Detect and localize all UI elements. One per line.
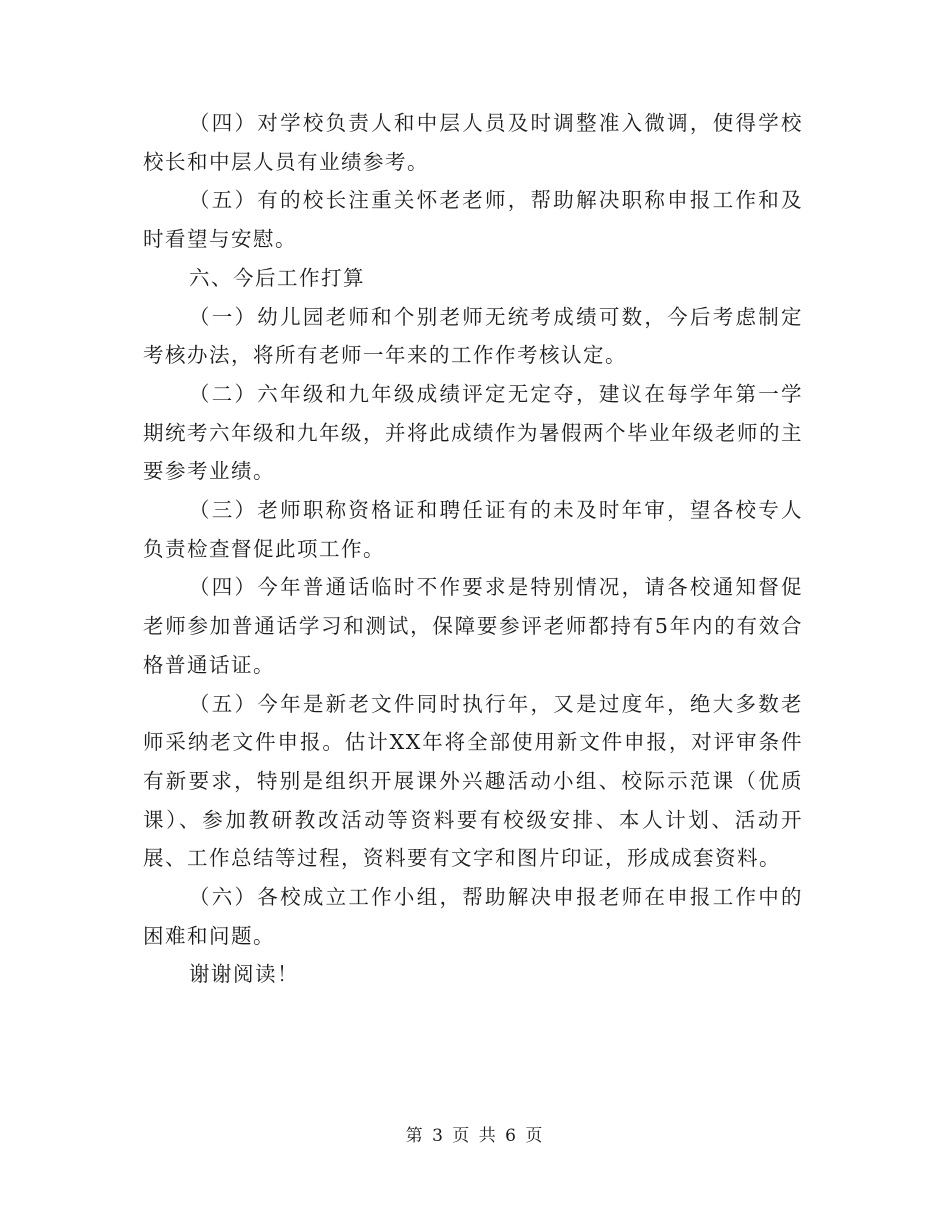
plan-item-2: （二）六年级和九年级成绩评定无定夺，建议在每学年第一学期统考六年级和九年级，并将此成绩作为暑假两个毕业年级老师的主要参考业绩。 <box>143 381 803 484</box>
plan-item-3: （三）老师职称资格证和聘任证有的未及时年审，望各校专人负责检查督促此项工作。 <box>143 498 803 561</box>
page-number-footer: 第 3 页 共 6 页 <box>405 1126 545 1146</box>
section-heading-future-plans: 六、今后工作打算 <box>189 265 365 290</box>
paragraph-5-care-for-teachers: （五）有的校长注重关怀老老师，帮助解决职称申报工作和及时看望与安慰。 <box>143 188 803 252</box>
plan-item-5: （五）今年是新老文件同时执行年，又是过度年，绝大多数老师采纳老文件申报。估计XX年将全部使用新文件申报，对评审条件有新要求，特别是组织开展课外兴趣活动小组、校际示范课（优质课）、参加教研教改活动等资料要有校级安排、本人计划、活动开展、工作总结等过程，资料要有文字和图片印证，形成成套资料。 <box>143 691 803 871</box>
paragraph-4-management-adjustment: （四）对学校负责人和中层人员及时调整准入微调，使得学校校长和中层人员有业绩参考。 <box>143 111 803 174</box>
plan-item-4: （四）今年普通话临时不作要求是特别情况，请各校通知督促老师参加普通话学习和测试，保障要参评老师都持有5年内的有效合格普通话证。 <box>143 575 803 677</box>
closing-thanks: 谢谢阅读！ <box>189 962 299 987</box>
plan-item-1: （一）幼儿园老师和个别老师无统考成绩可数，今后考虑制定考核办法，将所有老师一年来的工作作考核认定。 <box>143 304 803 368</box>
plan-item-6: （六）各校成立工作小组，帮助解决申报老师在申报工作中的困难和问题。 <box>143 885 803 948</box>
document-body <box>143 104 803 994</box>
